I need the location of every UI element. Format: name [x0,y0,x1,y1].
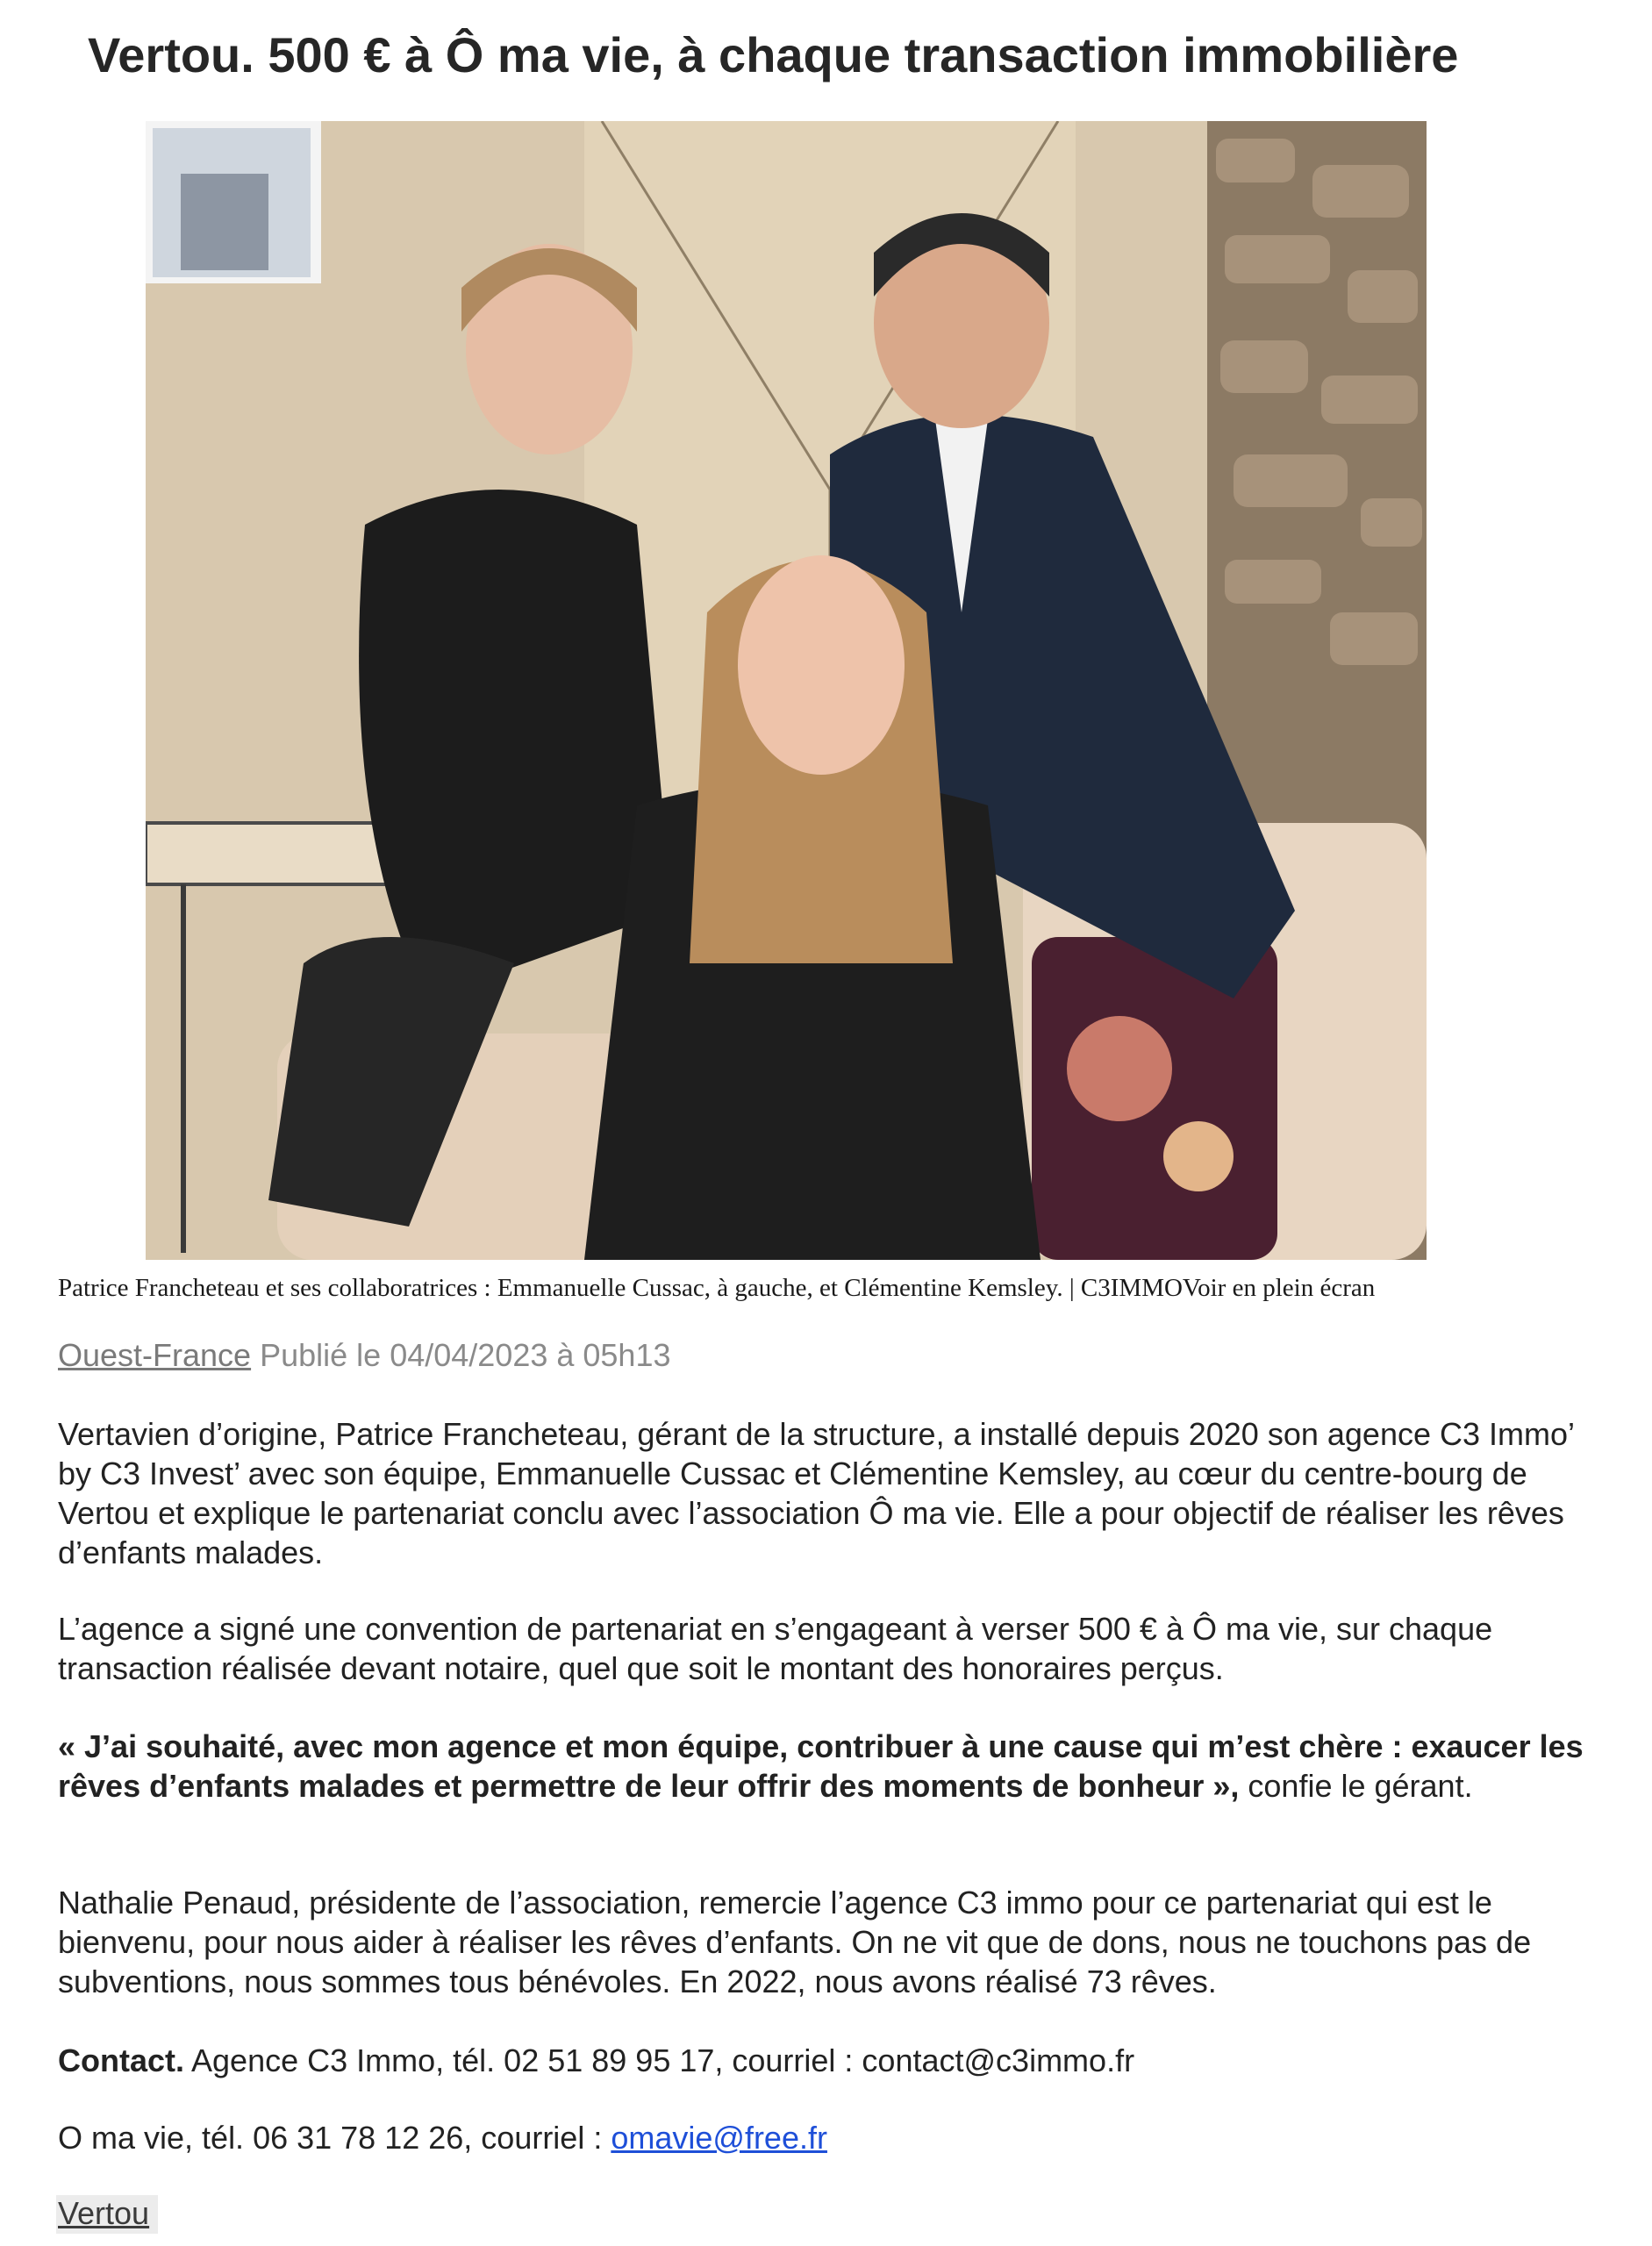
quote-attribution: confie le gérant. [1239,1768,1473,1804]
contact-text: Agence C3 Immo, tél. 02 51 89 95 17, courriel : contact@c3immo.fr [184,2042,1135,2078]
article-quote-paragraph [58,1727,1602,1806]
article-photo[interactable] [146,121,1427,1260]
article-paragraph-4: Nathalie Penaud, présidente de l’association, remercie l’agence C3 immo pour ce partenariat qui est le bienvenu, pour nous aider à réaliser les rêves d’enfants. On ne vit que de dons, nous ne touchons pas de subventions, nous sommes tous bénévoles. En 2022, nous avons réalisé 73 rêves. [58,1885,1532,1999]
tag-link-vertou[interactable]: Vertou [58,2195,150,2231]
article-paragraph-1: Vertavien d’origine, Patrice Francheteau, gérant de la structure, a installé depuis 2020 son agence C3 Immo’ by C3 Invest’ avec son équipe, Emmanuelle Cussac et Clémentine Kemsley, au cœur du centre-bourg de Vertou et explique le partenariat conclu avec l’association Ô ma vie. Elle a pour objectif de réaliser les rêves d’enfants malades. [58,1416,1574,1570]
omavie-text: O ma vie, tél. 06 31 78 12 26, courriel : [58,2120,611,2156]
source-link[interactable]: Ouest-France [58,1337,252,1373]
team-photo-illustration [146,121,1427,1260]
fullscreen-link[interactable]: Voir en plein écran [1182,1274,1376,1302]
article-paragraph-2: L’agence a signé une convention de partenariat en s’engageant à verser 500 € à Ô ma vie, sur chaque transaction réalisée devant notaire, quel que soit le montant des honoraires perçus. [58,1611,1493,1686]
omavie-paragraph [58,2118,1602,2157]
omavie-email-link[interactable]: omavie@free.fr [611,2120,827,2156]
contact-label: Contact. [58,2042,184,2078]
contact-paragraph [58,2041,1602,2080]
article-byline [58,1335,1620,1376]
photo-caption [58,1270,1620,1305]
publish-date: Publié le 04/04/2023 à 05h13 [260,1337,671,1373]
quote-text: « J’ai souhaité, avec mon agence et mon équipe, contribuer à une cause qui m’est chère : exaucer les rêves d’enfants malades et permettre de leur offrir des moments de bonheur », [58,1728,1584,1804]
photo-caption-text: Patrice Francheteau et ses collaboratrices : Emmanuelle Cussac, à gauche, et Clémentine Kemsley. | C3IMMO [58,1274,1183,1302]
article-title: Vertou. 500 € à Ô ma vie, à chaque transaction immobilière [88,27,1459,82]
